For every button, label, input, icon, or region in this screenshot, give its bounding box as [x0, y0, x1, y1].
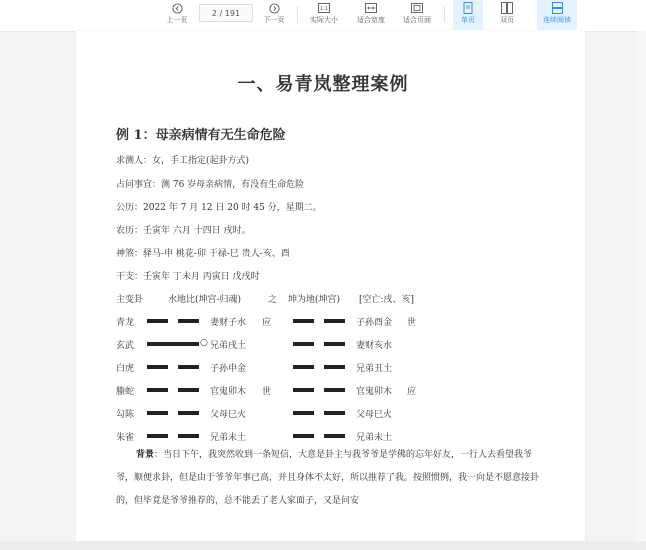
main-yao-text: 官鬼卯木	[210, 387, 247, 397]
single-page-label: 单页	[461, 16, 475, 24]
case-title: 例 1：母亲病情有无生命危险	[116, 128, 286, 143]
main-yin-line-segment	[147, 388, 168, 392]
change-yao-text: 子孙酉金	[356, 318, 393, 328]
change-shi-ying-mark: 世	[407, 318, 417, 328]
change-yin-line-segment	[293, 411, 314, 415]
next-page-label: 下一页	[263, 16, 285, 24]
info-line-querent: 求测人：女，手工指定(起卦方式)	[116, 156, 250, 166]
change-yin-line-segment	[324, 319, 345, 323]
svg-text:1:1: 1:1	[319, 6, 329, 12]
actual-size-label: 实际大小	[310, 16, 338, 24]
actual-size-button[interactable]	[305, 0, 343, 30]
chevron-left-icon	[170, 2, 184, 14]
main-yin-line-segment	[147, 365, 168, 369]
change-yin-line-segment	[293, 365, 314, 369]
change-yin-line-segment	[293, 342, 314, 346]
shi-ying-mark: 世	[262, 387, 272, 397]
main-yin-line-segment	[147, 411, 168, 415]
viewer-toolbar	[0, 0, 646, 32]
main-yin-line-segment	[178, 388, 199, 392]
single-page-button[interactable]	[453, 0, 483, 30]
toolbar-divider	[297, 6, 298, 22]
fit-page-button[interactable]	[398, 0, 436, 30]
change-gua-name: 坤为地(坤宫)	[288, 295, 341, 305]
kongwang-text: [空亡:戌、亥]	[359, 295, 415, 305]
change-yao-text: 兄弟丑土	[356, 364, 393, 374]
background-paragraph	[116, 444, 542, 513]
info-line-question: 占问事宜：测 76 岁母亲病情，有没有生命危险	[116, 180, 305, 190]
main-yin-line-segment	[178, 411, 199, 415]
main-yin-line-segment	[178, 319, 199, 323]
info-line-lunar: 农历：壬寅年 六月 十四日 戌时。	[116, 226, 251, 236]
six-spirit: 青龙	[116, 318, 135, 328]
shi-ying-mark: 应	[262, 318, 272, 328]
main-yin-line-segment	[147, 434, 168, 438]
change-yin-line-segment	[324, 365, 345, 369]
fit-width-button[interactable]	[352, 0, 390, 30]
fit-width-label: 适合宽度	[357, 16, 385, 24]
six-spirit: 玄武	[116, 341, 135, 351]
continuous-read-label: 连续阅读	[543, 16, 571, 24]
double-page-label: 双页	[500, 16, 514, 24]
main-yin-line-segment	[147, 319, 168, 323]
info-line-gregorian: 公历：2022 年 7 月 12 日 20 时 45 分，星期二。	[116, 203, 322, 213]
change-shi-ying-mark: 应	[407, 387, 417, 397]
document-title: 一、易青岚整理案例	[237, 74, 409, 95]
six-spirit: 朱雀	[116, 433, 135, 443]
background-text: ：当日下午，我突然收到一条短信，大意是卦主与我爷爷是学佛的忘年好友，一行人去看望我爷爷，顺便求卦，但是由于爷爷年事已高，并且身体不太好，所以推荐了我。按照惯例，我一向是不愿意接卦的，但毕竟是爷爷推荐的，总不能丢了老人家面子，又是问安	[116, 450, 540, 506]
change-yin-line-segment	[324, 434, 345, 438]
prev-page-label: 上一页	[166, 16, 188, 24]
main-yao-text: 子孙申金	[210, 364, 247, 374]
change-yin-line-segment	[324, 411, 345, 415]
main-yao-text: 兄弟戌土	[210, 341, 247, 351]
change-yao-text: 兄弟未土	[356, 433, 393, 443]
moving-line-mark: ○	[200, 338, 208, 348]
single-page-icon	[461, 2, 475, 14]
change-yin-line-segment	[293, 388, 314, 392]
prev-page-button[interactable]	[161, 0, 193, 30]
gua-header-label: 主变卦	[116, 295, 144, 305]
main-yin-line-segment	[178, 434, 199, 438]
scrollbar-track[interactable]	[637, 31, 646, 550]
next-page-button[interactable]	[258, 0, 290, 30]
fit-width-icon	[364, 2, 378, 14]
gua-connector: 之	[268, 295, 278, 305]
change-yin-line-segment	[324, 342, 345, 346]
double-page-button[interactable]	[492, 0, 522, 30]
main-yao-text: 父母巳火	[210, 410, 247, 420]
continuous-read-icon	[550, 2, 564, 14]
main-yao-text: 妻财子水	[210, 318, 247, 328]
horizontal-scrollbar[interactable]	[0, 541, 646, 550]
six-spirit: 白虎	[116, 364, 135, 374]
continuous-read-button[interactable]	[537, 0, 577, 30]
chevron-right-icon	[267, 2, 281, 14]
info-line-shensha: 神煞：驿马-申 桃花-卯 干禄-巳 贵人-亥、酉	[116, 249, 290, 259]
main-yin-line-segment	[178, 365, 199, 369]
change-yin-line-segment	[293, 319, 314, 323]
double-page-icon	[500, 2, 514, 14]
actual-size-icon	[317, 2, 331, 14]
fit-page-icon	[410, 2, 424, 14]
toolbar-divider	[444, 6, 445, 22]
change-yao-text: 妻财亥水	[356, 341, 393, 351]
change-yao-text: 官鬼卯木	[356, 387, 393, 397]
background-label: 背景	[136, 450, 155, 460]
change-yin-line-segment	[324, 388, 345, 392]
main-gua-name: 水地比(坤宫-归魂)	[168, 295, 242, 305]
change-yin-line-segment	[293, 434, 314, 438]
main-yang-line	[147, 342, 199, 346]
info-line-ganzhi: 干支：壬寅年 丁未月 丙寅日 戊戌时	[116, 272, 260, 282]
six-spirit: 勾陈	[116, 410, 135, 420]
six-spirit: 螣蛇	[116, 387, 135, 397]
main-yao-text: 兄弟未土	[210, 433, 247, 443]
page-number-input[interactable]: 2 / 191	[199, 4, 253, 22]
change-yao-text: 父母巳火	[356, 410, 393, 420]
fit-page-label: 适合页面	[403, 16, 431, 24]
